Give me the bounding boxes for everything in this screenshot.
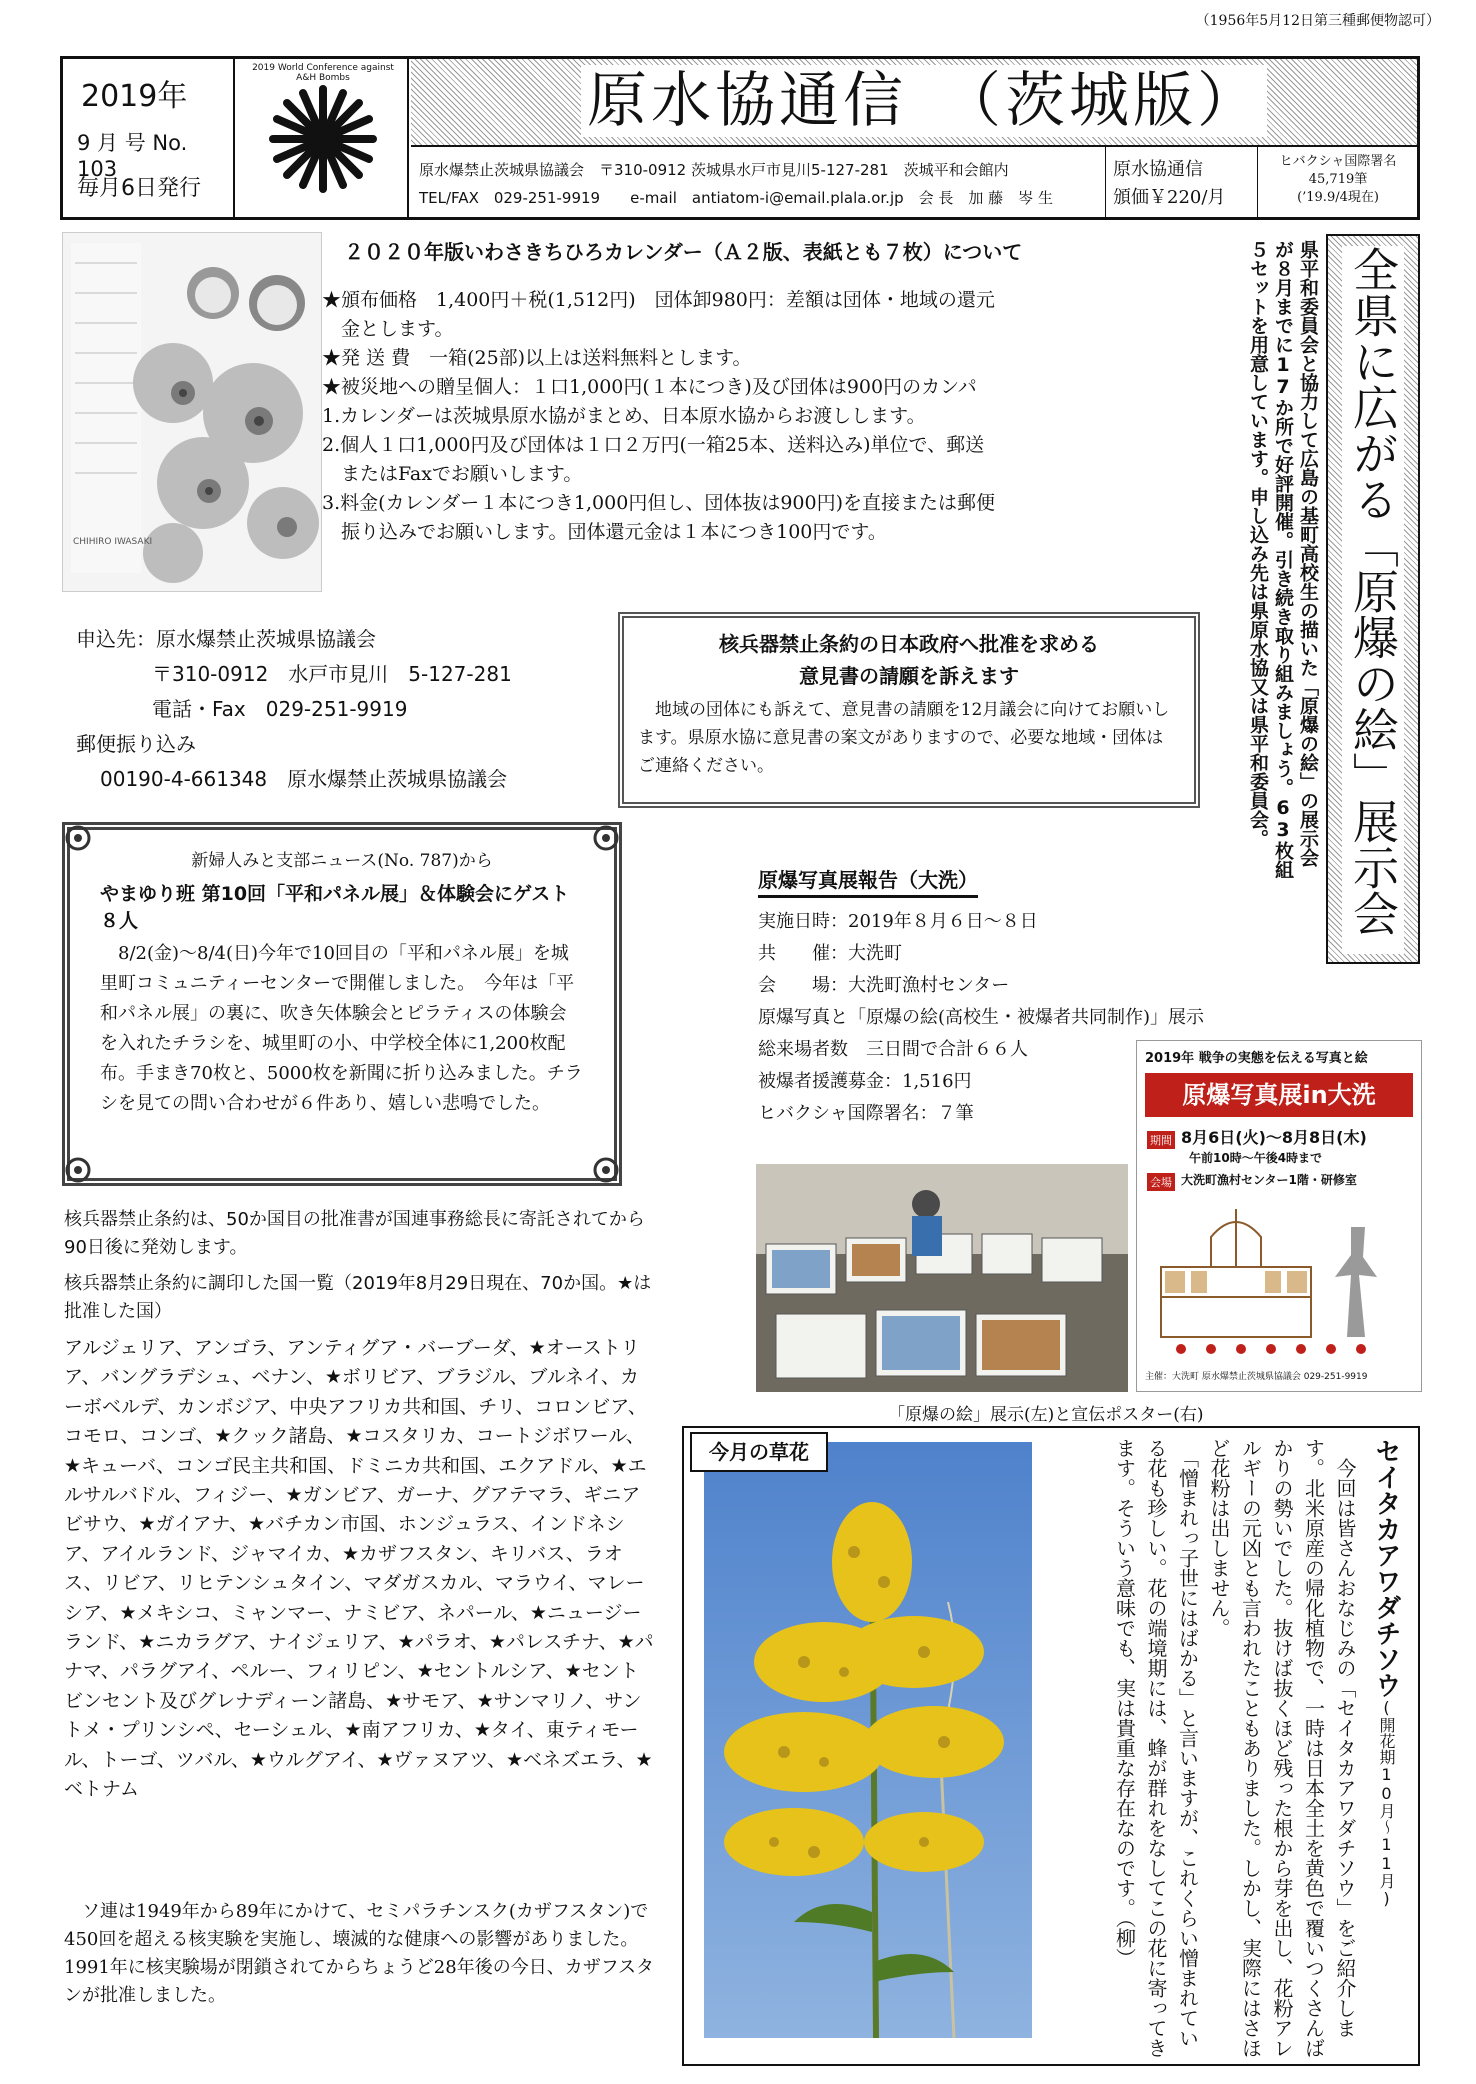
exhibit-line: 被爆者援護募金：1,516円 <box>758 1071 972 1092</box>
calendar-line: 3.料金(カレンダー１本につき1,000円但し、団体抜は900円)を直接または郵便 <box>322 492 995 514</box>
signature-label: ヒバクシャ国際署名 <box>1279 154 1397 169</box>
flower-body <box>1042 1438 1360 2058</box>
apply-line: 〒310-0912 水戸市見川 5-127-281 <box>152 662 512 686</box>
poster-date-tag: 期間 <box>1147 1131 1175 1149</box>
women-news-box <box>62 822 622 1186</box>
petition-title-2: 意見書の請願を訴えます <box>799 664 1019 688</box>
vertical-headline: 全県に広がる「原爆の絵」展示会 <box>1342 246 1404 954</box>
calendar-line: ★被災地への贈呈個人：１口1,000円(１本につき)及び団体は900円のカンパ <box>322 376 977 398</box>
women-news-title: やまゆり班 第10回「平和パネル展」＆体験会にゲスト８人 <box>100 883 570 932</box>
exhibit-poster <box>1136 1040 1422 1392</box>
exhibit-line: 共 催：大洗町 <box>758 943 902 964</box>
calendar-details <box>322 286 1142 547</box>
kazakhstan-article: ソ連は1949年から89年にかけて、セミパラチンスク(カザフスタン)で450回を超える核実験を実施し、壊滅的な健康への影響がありました。1991年に核実験場が閉鎖されてからちょうど28年後の今日、カザフスタンが批准しました。 <box>64 1901 654 2006</box>
flower-label: 今月の草花 <box>690 1432 828 1472</box>
flower-paragraph: 「憎まれっ子世にはばかる」と言いますが、これくらい憎まれている花も珍しい。花の端境期には、蜂が群れをなしてこの花に寄ってきます。そういう意味でも、実は貴重な存在なのです。 <box>1112 1438 1200 2058</box>
flower-box <box>682 1426 1420 2066</box>
treaty-intro: 核兵器禁止条約は、50か国目の批准書が国連事務総長に寄託されてから90日後に発効します。 <box>64 1209 645 1258</box>
flower-signature: （柳） <box>1112 1918 1137 1968</box>
calendar-line: ★頒布価格 1,400円＋税(1,512円) 団体卸980円：差額は団体・地域の還元 <box>322 289 995 311</box>
exhibit-room-illustration <box>756 1164 1128 1392</box>
apply-line: 郵便振り込み <box>76 732 196 756</box>
goldenrod-illustration <box>704 1442 1032 2038</box>
treaty-list-heading: 核兵器禁止条約に調印した国一覧（2019年8月29日現在、70か国。★は批准した国） <box>64 1273 652 1322</box>
flower-period: (開花期10月～11月) <box>1377 1698 1396 1908</box>
calendar-line: 金とします。 <box>322 318 454 340</box>
permit-note: （1956年5月12日第三種郵便物認可） <box>1195 13 1440 29</box>
signature-count-box <box>1263 153 1413 207</box>
poster-dates: 8月6日(火)～8月8日(木) <box>1181 1128 1367 1147</box>
exhibit-line: 原爆写真と「原爆の絵(高校生・被爆者共同制作)」展示 <box>758 1007 1205 1028</box>
poster-hours: 午前10時～午後4時まで <box>1189 1151 1323 1165</box>
issue-year: 2019年 <box>81 79 188 114</box>
women-news-body: 8/2(金)～8/4(日)今年で10回目の「平和パネル展」を城里町コミュニティーセンターで開催しました。 今年は「平和パネル展」の裏に、吹き矢体験会とピラティスの体験会を入れたチラシを、城里町の小、中学校全体に1,200枚配布。手まき70枚と、5000枚を新聞に折り込みました。チラシを見ての問い合わせが６件あり、嬉しい悲鳴でした。 <box>100 943 583 1114</box>
subscription-name: 原水協通信 <box>1113 159 1203 180</box>
exhibit-caption: 「原爆の絵」展示(左)と宣伝ポスター(右) <box>888 1405 1204 1425</box>
flower-title <box>1360 1438 1412 2058</box>
calendar-line: 2.個人１口1,000円及び団体は１口２万円(一箱25本、送料込み)単位で、郵送 <box>322 434 985 456</box>
calendar-line: またはFaxでお願いします。 <box>322 463 583 485</box>
publisher-address: 原水爆禁止茨城県協議会 〒310-0912 茨城県水戸市見川5-127-281 茨城平和会館内 <box>419 161 1009 179</box>
flower-paragraph: 今回は皆さんおなじみの「セイタカアワダチソウ」をご紹介します。北米原産の帰化植物で、一時は日本全土を黄色で覆いつくさんばかりの勢いでした。抜けば抜くほど残った根から芽を出し、花粉アレルギーの元凶とも言われたこともありました。しかし、実際にはさほど花粉は出しません。 <box>1207 1438 1357 2058</box>
treaty-country-list: アルジェリア、アンゴラ、アンティグア・バーブーダ、★オーストリア、バングラデシュ、ベナン、★ボリビア、ブラジル、ブルネイ、カーボベルデ、カンボジア、中央アフリカ共和国、チリ、コロンビア、コモロ、コンゴ、★クック諸島、★コスタリカ、コートジボワール、★キューバ、コンゴ民主共和国、ドミニカ共和国、エクアドル、★エルサルバドル、フィジー、★ガンビア、ガーナ、グアテマラ、ギニアビサウ、★ガイアナ、★バチカン市国、ホンジュラス、インドネシア、アイルランド、ジャマイカ、★カザフスタン、キリバス、ラオス、リビア、リヒテンシュタイン、マダガスカル、マラウイ、マレーシア、★メキシコ、ミャンマー、ナミビア、ネパール、★ニュージーランド、★ニカラグア、ナイジェリア、★パラオ、★パレスチナ、★パナマ、パラグアイ、ペルー、フィリピン、★セントルシア、★セントビンセント及びグレナディーン諸島、★サモア、★サンマリノ、サントメ・プリンシペ、セーシェル、★南アフリカ、★タイ、東ティモール、トーゴ、ツバル、★ウルグアイ、★ヴァヌアツ、★ベネズエラ、★ベトナム <box>64 1337 654 1801</box>
signature-count: 45,719筆 <box>1308 172 1368 187</box>
corner-rose-icon <box>580 824 620 864</box>
calendar-image-label: CHIHIRO IWASAKI <box>73 537 153 547</box>
petition-box <box>618 612 1200 808</box>
apply-line: 申込先：原水爆禁止茨城県協議会 <box>76 627 376 651</box>
exhibit-line: 会 場：大洗町漁村センター <box>758 975 1010 996</box>
title-banner <box>411 59 1417 147</box>
exhibit-line: ヒバクシャ国際署名：７筆 <box>758 1103 974 1124</box>
atomic-dome-illustration <box>1151 1197 1409 1361</box>
corner-rose-icon <box>580 1144 620 1184</box>
conference-logo <box>237 59 409 217</box>
poster-title: 原爆写真展in大洗 <box>1145 1073 1413 1117</box>
corner-rose-icon <box>64 824 104 864</box>
logo-text: 2019 World Conference against A&H Bombs <box>252 63 394 83</box>
apply-info <box>76 622 616 797</box>
apply-line: 00190-4-661348 原水爆禁止茨城県協議会 <box>100 767 508 791</box>
vertical-article: 県平和委員会と協力して広島の基町高校生の描いた「原爆の絵」の展示会が８月までに17か所で好評開催。引き続き取り組みましょう。63枚組５セットを用意しています。申し込み先は県原水協又は県平和委員会。 <box>1247 240 1319 879</box>
poster-place: 大洗町漁村センター1階・研修室 <box>1181 1173 1357 1187</box>
petition-title-1: 核兵器禁止条約の日本政府へ批准を求める <box>719 632 1099 656</box>
apply-line: 電話・Fax 029-251-9919 <box>152 697 408 721</box>
exhibit-title: 原爆写真展報告（大洗） <box>758 864 978 898</box>
poster-footer: 主催：大洗町 原水爆禁止茨城県協議会 029-251-9919 <box>1145 1372 1368 1382</box>
calendar-line: ★発 送 費 一箱(25部)以上は送料無料とします。 <box>322 347 752 369</box>
publish-date: 毎月6日発行 <box>77 176 201 201</box>
petition-body: 地域の団体にも訴えて、意見書の請願を12月議会に向けてお願いします。県原水協に意見書の案文がありますので、必要な地域・団体はご連絡ください。 <box>638 700 1170 776</box>
divider <box>1257 147 1258 217</box>
women-news-source: 新婦人みと支部ニュース(No. 787)から <box>191 851 493 871</box>
poster-top: 2019年 戦争の実態を伝える写真と絵 <box>1145 1051 1368 1066</box>
divider <box>1105 147 1106 217</box>
publisher-contact: TEL/FAX 029-251-9919 e-mail antiatom-i@email.plala.or.jp 会 長 加 藤 岑 生 <box>419 189 1053 207</box>
flower-photo <box>704 1442 1032 2038</box>
newsletter-title: 原水協通信 （茨城版） <box>581 65 1267 137</box>
flower-name: セイタカアワダチソウ <box>1371 1438 1401 1698</box>
calendar-title: ２０２０年版いわさきちひろカレンダー（Ａ２版、表紙とも７枚）について <box>344 240 1023 264</box>
masthead <box>60 56 1420 220</box>
calendar-image <box>62 232 322 592</box>
calendar-line: 1.カレンダーは茨城県原水協がまとめ、日本原水協からお渡しします。 <box>322 405 926 427</box>
exhibit-line: 実施日時：2019年８月６日～８日 <box>758 911 1038 932</box>
exhibit-line: 総来場者数 三日間で合計６６人 <box>758 1039 1028 1060</box>
exhibit-photo <box>756 1164 1128 1392</box>
corner-rose-icon <box>64 1144 104 1184</box>
calendar-line: 振り込みでお願いします。団体還元金は１本につき100円です。 <box>322 521 887 543</box>
subscription-price: 頒価￥220/月 <box>1113 187 1226 208</box>
signature-date: (’19.9/4現在) <box>1297 190 1379 205</box>
issue-box <box>63 59 235 217</box>
poster-place-tag: 会場 <box>1147 1173 1175 1191</box>
vertical-headline-box <box>1326 234 1420 964</box>
issue-number: 9 月 号 No. 103 <box>77 131 188 181</box>
